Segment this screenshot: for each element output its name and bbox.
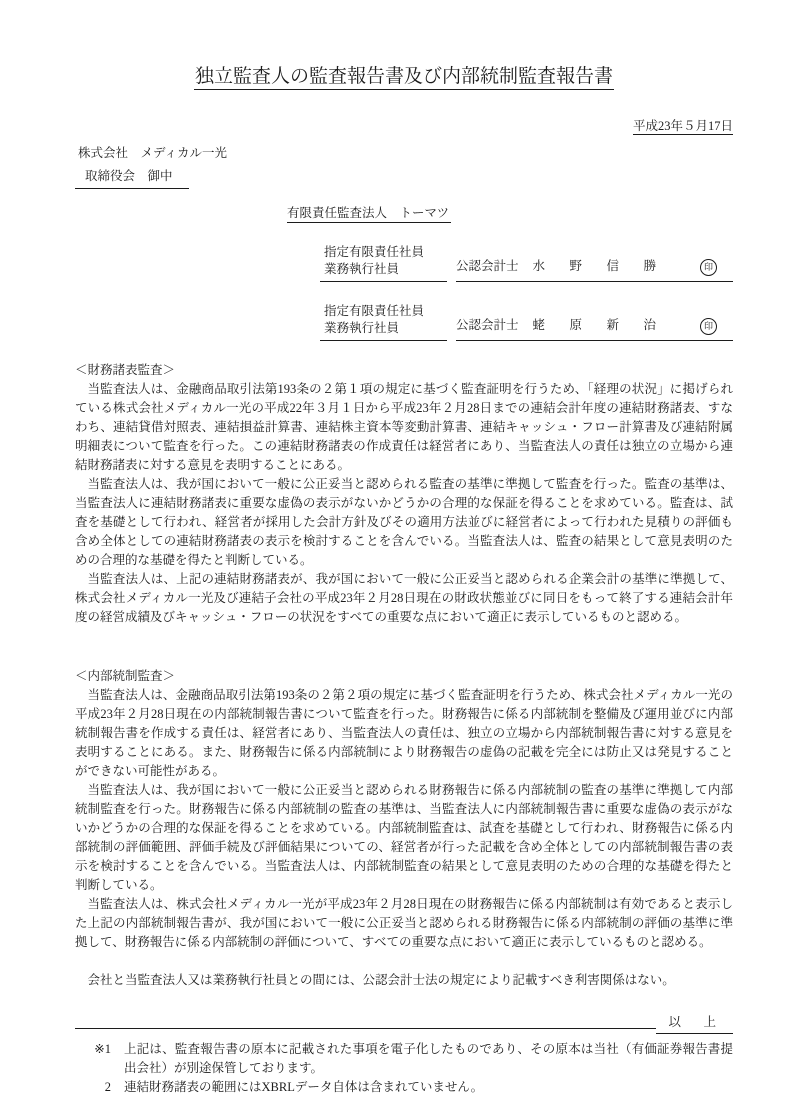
signatory-qualification: 公認会計士 <box>456 318 519 332</box>
signatory-role-line1: 指定有限責任社員 <box>324 304 425 318</box>
seal-icon: 印 <box>700 318 717 335</box>
footnote-text: 連結財務諸表の範囲にはXBRLデータ自体は含まれていません。 <box>124 1080 484 1094</box>
signatory-signature-line <box>456 244 733 282</box>
footnote-text: 上記は、監査報告書の原本に記載された事項を電子化したものであり、その原本は当社（有価証券報告書提出会社）が別途保管しております。 <box>124 1042 733 1075</box>
addressee-company: 株式会社 メディカル一光 <box>78 146 228 160</box>
page-title-text: 独立監査人の監査報告書及び内部統制監査報告書 <box>194 66 614 90</box>
end-mark: 以 上 <box>656 1013 733 1034</box>
signatory-role <box>320 244 447 282</box>
signatory-name: 水 野 信 勝 <box>532 259 663 273</box>
report-date-row <box>75 117 733 136</box>
section-heading: ＜財務諸表監査＞ <box>75 363 176 377</box>
audit-firm-name: 有限責任監査法人 トーマツ <box>287 206 451 223</box>
signatory-signature-line <box>456 303 733 341</box>
addressee-board-row <box>75 167 733 189</box>
footnotes <box>85 1040 733 1097</box>
paragraph: 当監査法人は、我が国において一般に公正妥当と認められる監査の基準に準拠して監査を行った。監査の基準は、当監査法人に連結財務諸表に重要な虚偽の表示がないかどうかの合理的な保証を得ることを求めている。監査は、試査を基礎として行われ、経営者が採用した会計方針及びその適用方法並びに経営者によって行われた見積りの評価も含め全体としての連結財務諸表の表示を検討することを含んでいる。当監査法人は、監査の結果として意見表明のための合理的な基礎を得たと判断している。 <box>75 477 733 567</box>
footnote <box>85 1078 733 1097</box>
signature-block <box>320 303 733 341</box>
seal-icon: 印 <box>700 259 717 276</box>
section-financial-statements-audit <box>75 361 733 627</box>
signatory-role <box>320 303 447 341</box>
signatory-qualification: 公認会計士 <box>456 259 519 273</box>
section-heading: ＜内部統制監査＞ <box>75 669 176 683</box>
paragraph: 当監査法人は、上記の連結財務諸表が、我が国において一般に公正妥当と認められる企業会計の基準に準拠して、株式会社メディカル一光及び連結子会社の平成23年２月28日現在の財政状態並びに同日をもって終了する連結会計年度の経営成績及びキャッシュ・フローの状況をすべての重要な点において適正に表示しているものと認める。 <box>75 572 733 624</box>
footnote-marker: ※1 <box>94 1042 111 1056</box>
paragraph: 当監査法人は、金融商品取引法第193条の２第２項の規定に基づく監査証明を行うため、株式会社メディカル一光の平成23年２月28日現在の内部統制報告書について監査を行った。財務報告に係る内部統制を整備及び運用並びに内部統制報告書を作成する責任は、経営者にあり、当監査法人の責任は、独立の立場から内部統制報告書に対する意見を表明することにある。また、財務報告に係る内部統制により財務報告の虚偽の記載を完全には防止又は発見することができない可能性がある。 <box>75 688 733 778</box>
footnote-marker: 2 <box>104 1080 111 1094</box>
section-internal-control-audit <box>75 667 733 952</box>
report-date: 平成23年５月17日 <box>632 119 733 133</box>
audit-firm-row <box>287 204 733 223</box>
signature-block <box>320 244 733 282</box>
end-mark-row <box>75 1013 733 1034</box>
signatory-role-line2: 業務執行社員 <box>324 262 400 276</box>
paragraph: 当監査法人は、金融商品取引法第193条の２第１項の規定に基づく監査証明を行うため、「経理の状況」に掲げられている株式会社メディカル一光の平成22年３月１日から平成23年２月28日までの連結会計年度の連結財務諸表、すなわち、連結貸借対照表、連結損益計算書、連結株主資本等変動計算書、連結キャッシュ・フロー計算書及び連結附属明細表について監査を行った。この連結財務諸表の作成責任は経営者にあり、当監査法人の責任は独立の立場から連結財務諸表に対する意見を表明することにある。 <box>75 382 733 472</box>
closing-statement: 会社と当監査法人又は業務執行社員との間には、公認会計士法の規定により記載すべき利害関係はない。 <box>87 973 675 987</box>
horizontal-rule <box>75 1028 656 1029</box>
signatory-name: 蛯 原 新 治 <box>532 318 663 332</box>
signatory-role-line2: 業務執行社員 <box>324 321 400 335</box>
footnote <box>85 1040 733 1078</box>
signatory-role-line1: 指定有限責任社員 <box>324 245 425 259</box>
paragraph: 当監査法人は、株式会社メディカル一光が平成23年２月28日現在の財務報告に係る内部統制は有効であると表示した上記の内部統制報告書が、我が国において一般に公正妥当と認められる財務報告に係る内部統制の評価の基準に準拠して、財務報告に係る内部統制の評価について、すべての重要な点において適正に表示しているものと認める。 <box>75 897 733 949</box>
page-title <box>75 64 733 90</box>
paragraph: 当監査法人は、我が国において一般に公正妥当と認められる財務報告に係る内部統制の監査の基準に準拠して内部統制監査を行った。財務報告に係る内部統制の監査の基準は、当監査法人に内部統制報告書に重要な虚偽の表示がないかどうかの合理的な保証を得ることを求めている。内部統制監査は、試査を基礎として行われ、財務報告に係る内部統制の評価範囲、評価手続及び評価結果についての、経営者が行った記載を含め全体としての内部統制報告書の表示を検討することを含んでいる。当監査法人は、内部統制監査の結果として意見表明のための合理的な基礎を得たと判断している。 <box>75 783 733 892</box>
addressee-board: 取締役会 御中 <box>75 167 189 189</box>
